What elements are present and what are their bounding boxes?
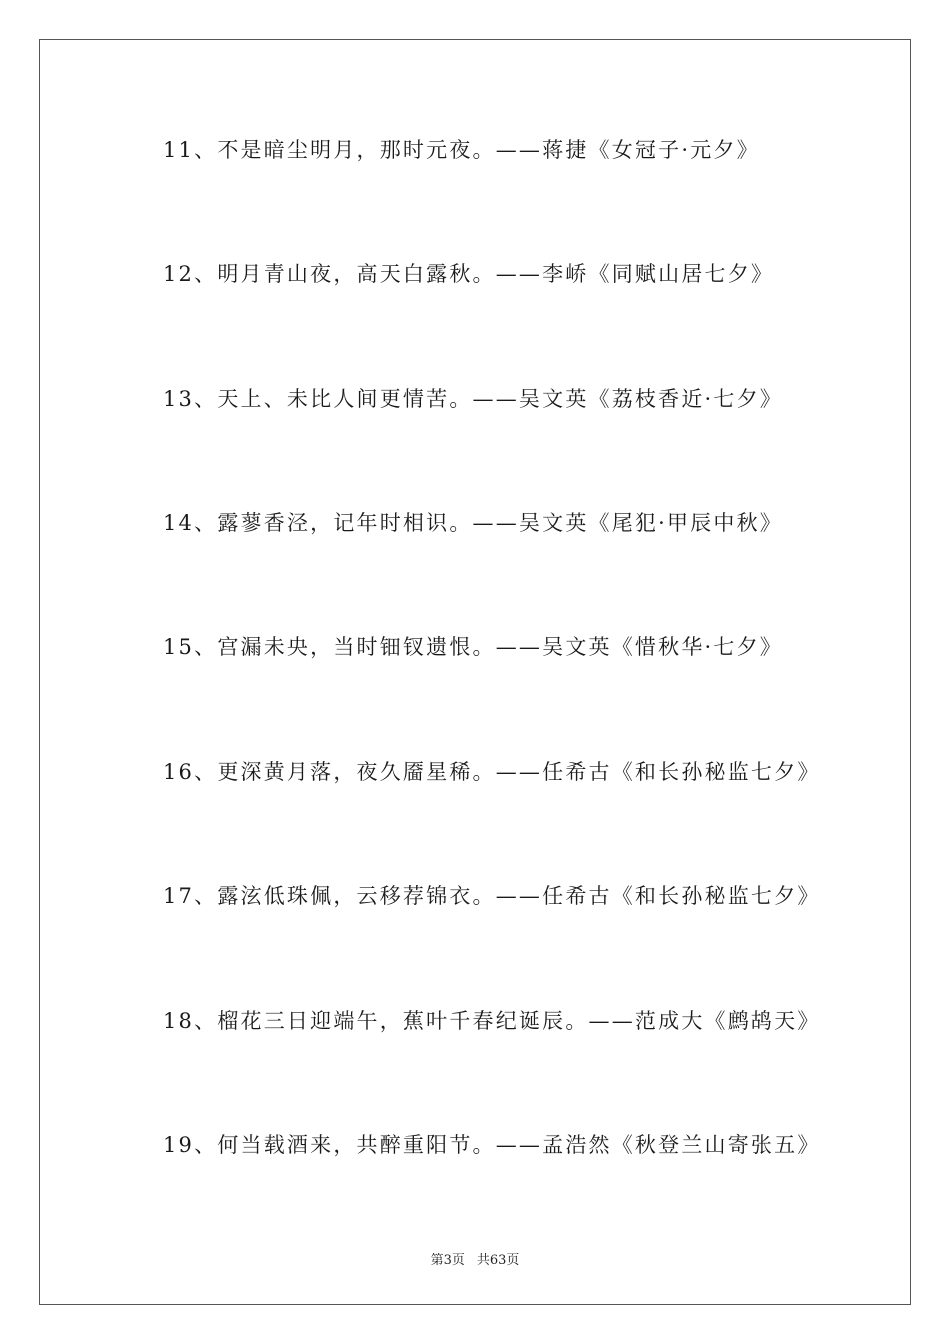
- quote-line: 18、榴花三日迎端午，蕉叶千春纪诞辰。——范成大《鹧鸪天》: [163, 1009, 821, 1033]
- page-frame: [39, 39, 911, 1305]
- quote-line: 15、宫漏未央，当时钿钗遗恨。——吴文英《惜秋华·七夕》: [163, 635, 783, 659]
- quote-line: 16、更深黄月落，夜久靥星稀。——任希古《和长孙秘监七夕》: [163, 760, 821, 784]
- page-total: 共63页: [476, 1253, 520, 1268]
- page-footer: [0, 1249, 950, 1268]
- page-number: 第3页: [430, 1253, 465, 1268]
- quote-line: 14、露蓼香泾，记年时相识。——吴文英《尾犯·甲辰中秋》: [163, 511, 783, 535]
- quote-line: 17、露泫低珠佩，云移荐锦衣。——任希古《和长孙秘监七夕》: [163, 884, 821, 908]
- quote-line: 11、不是暗尘明月，那时元夜。——蒋捷《女冠子·元夕》: [163, 138, 760, 162]
- quote-line: 19、何当载酒来，共醉重阳节。——孟浩然《秋登兰山寄张五》: [163, 1133, 821, 1157]
- quote-line: 12、明月青山夜，高天白露秋。——李峤《同赋山居七夕》: [163, 262, 775, 286]
- quote-line: 13、天上、未比人间更情苦。——吴文英《荔枝香近·七夕》: [163, 387, 783, 411]
